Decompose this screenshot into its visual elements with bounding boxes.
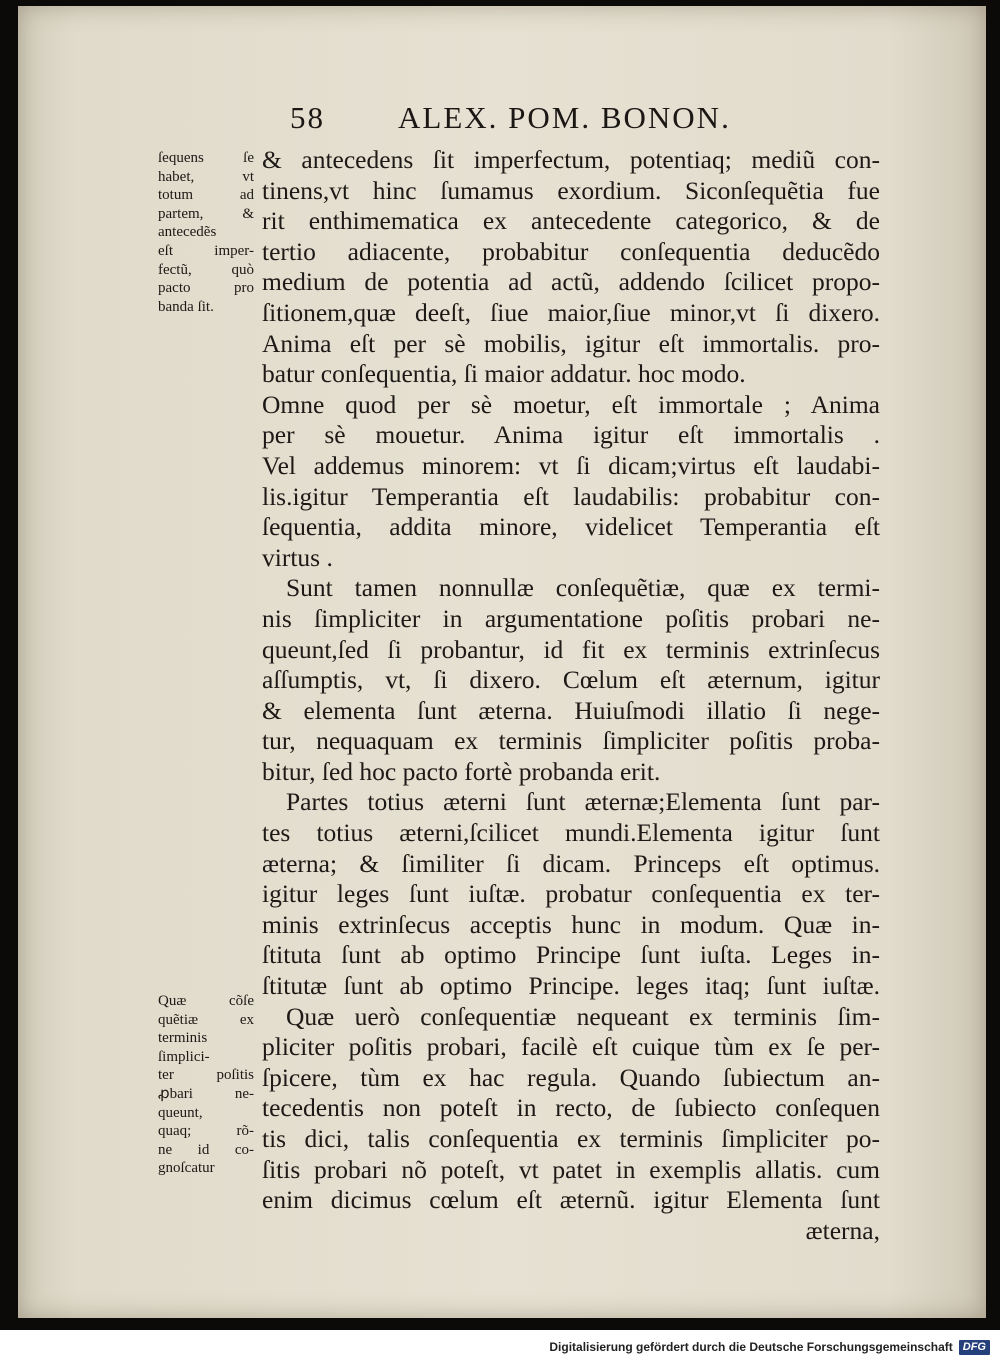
margin-line: fectũ, quò bbox=[158, 261, 254, 278]
page-number: 58 bbox=[290, 100, 325, 135]
text-line: pliciter poſitis probari, facilè eſt cuique tùm ex ſe per- bbox=[262, 1032, 880, 1062]
credit-text: Digitalisierung gefördert durch die Deutsche Forschungsgemeinschaft bbox=[549, 1340, 953, 1354]
dfg-logo: DFG bbox=[959, 1340, 990, 1355]
text-line: ſitis probari nõ poteſt, vt patet in exemplis allatis. cum bbox=[262, 1154, 880, 1184]
margin-line: ſequens ſe bbox=[158, 150, 254, 166]
margin-line: antecedẽs bbox=[158, 224, 217, 241]
text-line: enim dicimus cœlum eſt æternũ. igitur Elementa ſunt bbox=[262, 1185, 880, 1215]
margin-line: quẽtiæ ex bbox=[158, 1011, 254, 1028]
margin-line: Quæ cõſe bbox=[158, 993, 254, 1009]
text-line: Omne quod per sè moetur, eſt immortale ; Anima bbox=[262, 389, 880, 419]
margin-line: ꝓbari ne- bbox=[158, 1085, 254, 1102]
text-line: ſtitutæ ſunt ab optimo Principe. leges itaq; ſunt iuſtæ. bbox=[262, 971, 880, 1001]
body-text bbox=[262, 145, 880, 1246]
margin-line: totum ad bbox=[158, 187, 254, 204]
margin-line: partem, & bbox=[158, 205, 254, 222]
text-line: medium de potentia ad actũ, addendo ſcilicet propo- bbox=[262, 267, 880, 297]
text-line: Partes totius æterni ſunt æternæ;Elementa ſunt par- bbox=[286, 787, 880, 817]
margin-line: ne id co- bbox=[158, 1141, 254, 1158]
margin-line: gnoſcatur bbox=[158, 1160, 215, 1177]
text-line: Sunt tamen nonnullæ conſequẽtiæ, quæ ex termi- bbox=[286, 573, 880, 603]
text-line: batur conſequentia, ſi maior addatur. hoc modo. bbox=[262, 359, 746, 389]
text-line: ſtituta ſunt ab optimo Principe ſunt iuſta. Leges in- bbox=[262, 940, 880, 970]
text-line: tinens,vt hinc ſumamus exordium. Siconſequẽtia fue bbox=[262, 175, 880, 205]
text-line: Vel addemus minorem: vt ſi dicam;virtus eſt laudabi- bbox=[262, 450, 880, 480]
text-line: nis ſimpliciter in argumentatione poſitis probari ne- bbox=[262, 603, 880, 633]
text-line: per sè mouetur. Anima igitur eſt immortalis . bbox=[262, 420, 880, 450]
text-line: aſſumptis, vt, ſi dixero. Cœlum eſt æternum, igitur bbox=[262, 665, 880, 695]
margin-line: queunt, bbox=[158, 1104, 203, 1121]
text-line: ſitionem,quæ deeſt, ſiue maior,ſiue minor,vt ſi dixero. bbox=[262, 297, 880, 327]
text-line: virtus . bbox=[262, 542, 333, 572]
catchword: æterna, bbox=[805, 1215, 880, 1245]
digitization-credit bbox=[549, 1338, 990, 1356]
text-line: & elementa ſunt æterna. Huiuſmodi illatio ſi nege- bbox=[262, 695, 880, 725]
text-line: lis.igitur Temperantia eſt laudabilis: probabitur con- bbox=[262, 481, 880, 511]
text-line: rit enthimematica ex antecedente categorico, & de bbox=[262, 206, 880, 236]
text-line: Quæ uerò conſequentiæ nequeant ex terminis ſim- bbox=[286, 1001, 880, 1031]
margin-line: ſimplici- bbox=[158, 1048, 210, 1065]
text-line: tes totius æterni,ſcilicet mundi.Elementa igitur ſunt bbox=[262, 818, 880, 848]
text-line: bitur, ſed hoc pacto fortè probanda erit. bbox=[262, 756, 661, 786]
running-head bbox=[290, 100, 770, 140]
text-line: tertio adiacente, probabitur conſequentia deducẽdo bbox=[262, 236, 880, 266]
margin-line: habet, vt bbox=[158, 168, 254, 185]
text-line: ſpicere, tùm ex hac regula. Quando ſubiectum an- bbox=[262, 1062, 880, 1092]
margin-line: quaq; rõ- bbox=[158, 1123, 254, 1140]
text-line: queunt,ſed ſi probantur, id fit ex terminis extrinſecus bbox=[262, 634, 880, 664]
running-title: ALEX. POM. BONON. bbox=[398, 100, 731, 135]
text-line: tur, nequaquam ex terminis ſimpliciter poſitis proba- bbox=[262, 726, 880, 756]
text-line: Anima eſt per sè mobilis, igitur eſt immortalis. pro- bbox=[262, 328, 880, 358]
text-line: & antecedens ſit imperfectum, potentiaq; mediũ con- bbox=[262, 145, 880, 174]
margin-line: ter poſitis bbox=[158, 1067, 254, 1084]
margin-note-1 bbox=[158, 149, 254, 316]
margin-note-2 bbox=[158, 992, 254, 1178]
text-line: ſequentia, addita minore, videlicet Temperantia eſt bbox=[262, 512, 880, 542]
text-line: igitur leges ſunt iuſtæ. probatur conſequentia ex ter- bbox=[262, 879, 880, 909]
text-line: tecedentis non poteſt in recto, de ſubiecto conſequen bbox=[262, 1093, 880, 1123]
text-line: æterna; & ſimiliter ſi dicam. Princeps eſt optimus. bbox=[262, 848, 880, 878]
margin-line: eſt imper- bbox=[158, 242, 254, 259]
text-line: tis dici, talis conſequentia ex terminis ſimpliciter po- bbox=[262, 1124, 880, 1153]
margin-line: pacto pro bbox=[158, 280, 254, 297]
margin-line: banda ſit. bbox=[158, 298, 214, 315]
margin-line: terminis bbox=[158, 1030, 208, 1047]
text-line: minis extrinſecus acceptis hunc in modum. Quæ in- bbox=[262, 909, 880, 939]
